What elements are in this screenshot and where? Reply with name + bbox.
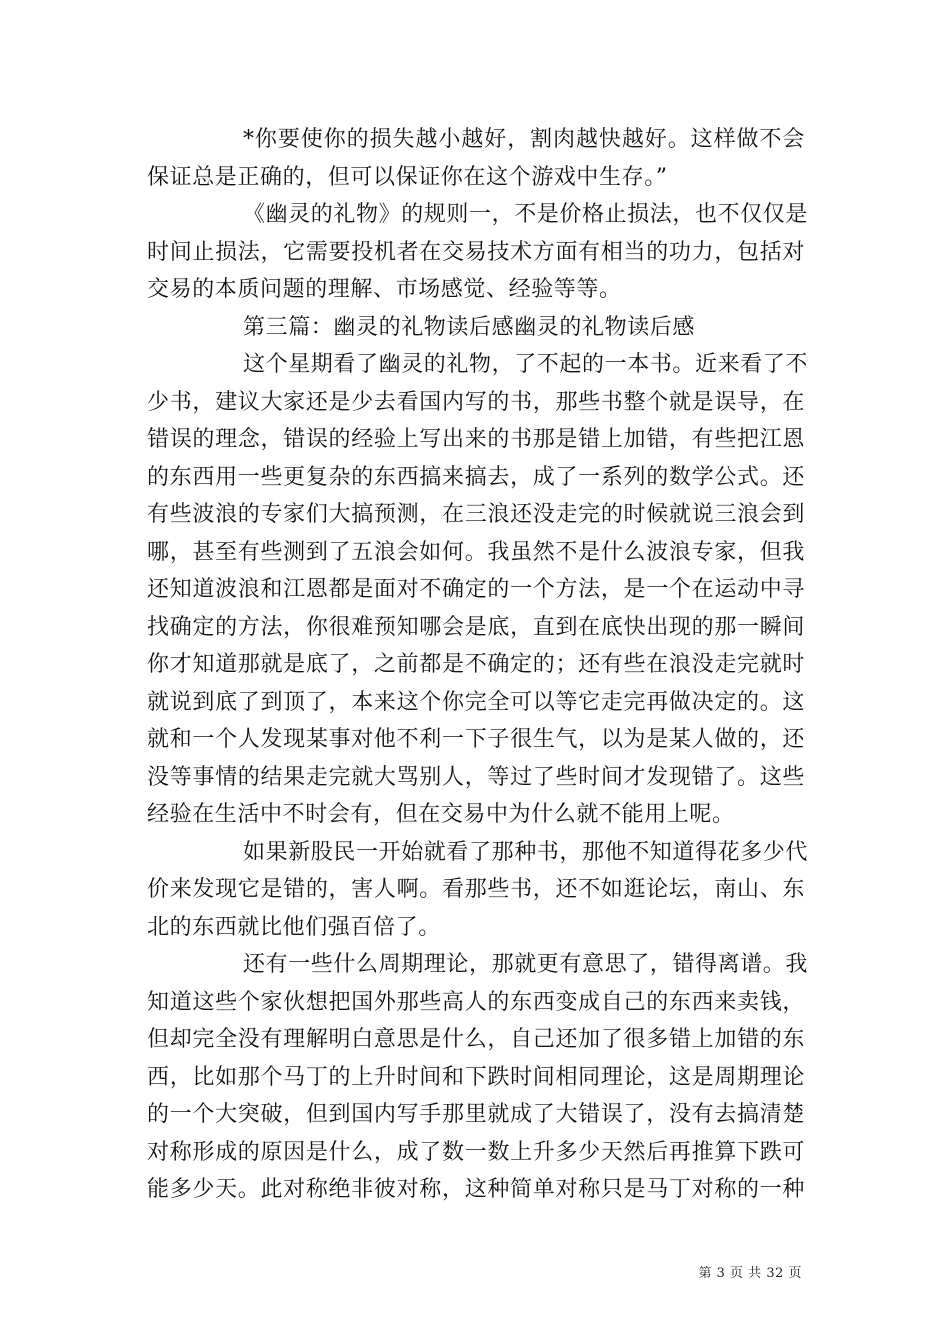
- document-body: [147, 121, 809, 1209]
- text-line: 第三篇：幽灵的礼物读后感幽灵的礼物读后感: [243, 314, 696, 340]
- text-line: 对称形成的原因是什么，成了数一数上升多少天然后再推算下跌可: [147, 1139, 805, 1165]
- text-line: 知道这些个家伙想把国外那些高人的东西变成自己的东西来卖钱，: [147, 989, 805, 1015]
- page-number: 第 3 页 共 32 页: [698, 1266, 802, 1281]
- text-line: 能多少天。此对称绝非彼对称，这种简单对称只是马丁对称的一种: [147, 1177, 805, 1202]
- text-line: 的东西用一些更复杂的东西搞来搞去，成了一系列的数学公式。还: [147, 464, 805, 490]
- text-line: *你要使你的损失越小越好，割肉越快越好。这样做不会: [243, 127, 805, 152]
- text-line: 《幽灵的礼物》的规则一，不是价格止损法，也不仅仅是: [243, 202, 809, 227]
- text-line: 时间止损法，它需要投机者在交易技术方面有相当的功力，包括对: [147, 239, 805, 265]
- text-line: 错误的理念，错误的经验上写出来的书那是错上加错，有些把江恩: [147, 427, 805, 452]
- text-line: 如果新股民一开始就看了那种书，那他不知道得花多少代: [243, 839, 809, 865]
- text-line: 价来发现它是错的，害人啊。看那些书，还不如逛论坛，南山、东: [147, 877, 805, 902]
- text-line: 你才知道那就是底了，之前都是不确定的；还有些在浪没走完就时: [147, 652, 805, 677]
- text-line: 哪，甚至有些测到了五浪会如何。我虽然不是什么波浪专家，但我: [147, 539, 805, 565]
- text-line: 没等事情的结果走完就大骂别人，等过了些时间才发现错了。这些: [147, 764, 805, 790]
- text-line: 这个星期看了幽灵的礼物，了不起的一本书。近来看了不: [243, 352, 809, 377]
- text-line: 有些波浪的专家们大搞预测，在三浪还没走完的时候就说三浪会到: [147, 502, 805, 527]
- text-line: 少书，建议大家还是少去看国内写的书，那些书整个就是误导，在: [147, 389, 805, 415]
- text-line: 找确定的方法，你很难预知哪会是底，直到在底快出现的那一瞬间: [147, 614, 805, 640]
- text-line: 的一个大突破，但到国内写手那里就成了大错误了，没有去搞清楚: [147, 1102, 805, 1127]
- text-line: 还有一些什么周期理论，那就更有意思了，错得离谱。我: [243, 952, 809, 977]
- text-line: 就说到底了到顶了，本来这个你完全可以等它走完再做决定的。这: [147, 689, 805, 715]
- text-line: 西，比如那个马丁的上升时间和下跌时间相同理论，这是周期理论: [147, 1064, 805, 1090]
- text-line: 保证总是正确的，但可以保证你在这个游戏中生存。”: [147, 164, 668, 190]
- text-line: 北的东西就比他们强百倍了。: [147, 914, 441, 940]
- text-line: 交易的本质问题的理解、市场感觉、经验等等。: [147, 277, 622, 302]
- text-line: 但却完全没有理解明白意思是什么，自己还加了很多错上加错的东: [147, 1027, 805, 1052]
- text-line: 还知道波浪和江恩都是面对不确定的一个方法，是一个在运动中寻: [147, 577, 805, 602]
- text-line: 经验在生活中不时会有，但在交易中为什么就不能用上呢。: [147, 802, 735, 827]
- text-line: 就和一个人发现某事对他不利一下子很生气，以为是某人做的，还: [147, 727, 805, 752]
